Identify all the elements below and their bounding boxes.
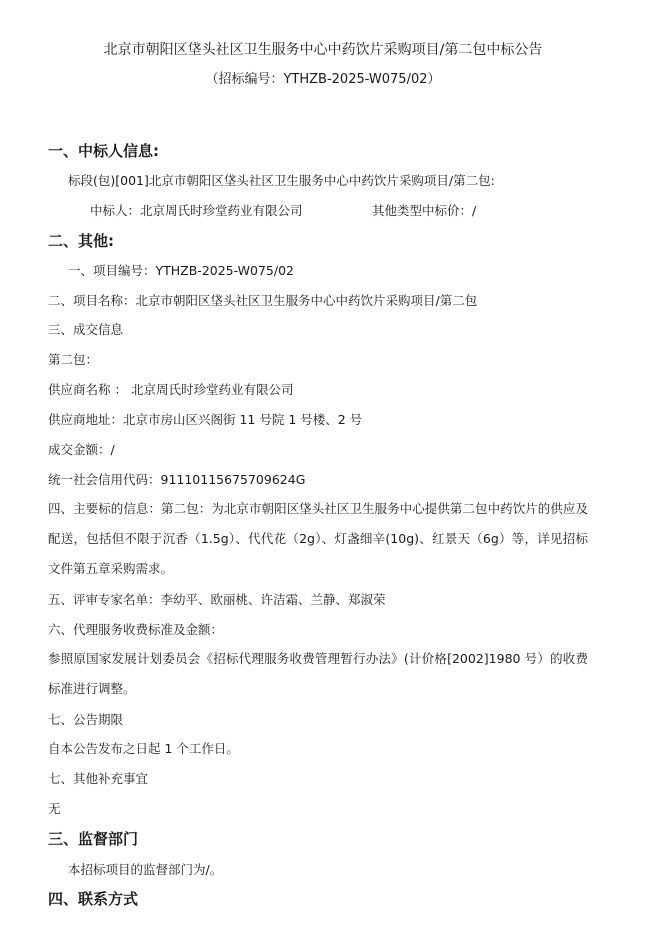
credit-code: 统一社会信用代码：91110115675709624G — [48, 472, 306, 487]
other-matters-heading: 七、其他补充事宜 — [48, 771, 149, 786]
deal-info-heading: 三、成交信息 — [48, 322, 124, 337]
tender-number: （招标编号：YTHZB-2025-W075/02） — [205, 72, 441, 87]
other-matters-text: 无 — [48, 801, 61, 816]
supplier-name: 供应商名称 ： 北京周氏时珍堂药业有限公司 — [48, 382, 294, 397]
expert-list: 五、评审专家名单：李幼平、欧丽桃、许洁霜、兰静、郑淑荣 — [48, 592, 386, 607]
fee-heading: 六、代理服务收费标准及金额： — [48, 622, 224, 637]
supervision-text: 本招标项目的监督部门为/。 — [68, 862, 223, 877]
section-other-heading: 二、其他: — [48, 232, 114, 250]
project-number: 一、项目编号：YTHZB-2025-W075/02 — [68, 263, 294, 278]
section-contact-heading: 四、联系方式 — [48, 890, 139, 908]
fee-description: 参照原国家发展计划委员会《招标代理服务收费管理暂行办法》(计价格[2002]1980 号）的收费标准进行调整。 — [48, 651, 588, 696]
section-winner-heading: 一、中标人信息: — [48, 142, 159, 160]
supplier-address: 供应商地址：北京市房山区兴阁街 11 号院 1 号楼、2 号 — [48, 412, 363, 427]
lot-description: 标段(包)[001]北京市朝阳区垡头社区卫生服务中心中药饮片采购项目/第二包: — [68, 173, 495, 188]
project-name: 二、项目名称：北京市朝阳区垡头社区卫生服务中心中药饮片采购项目/第二包 — [48, 293, 478, 308]
notice-period-heading: 七、公告期限 — [48, 712, 124, 727]
lot-two-label: 第二包： — [48, 352, 99, 367]
notice-period-text: 自本公告发布之日起 1 个工作日。 — [48, 741, 239, 756]
page-title: 北京市朝阳区垡头社区卫生服务中心中药饮片采购项目/第二包中标公告 — [103, 42, 543, 58]
main-subject-info: 四、主要标的信息：第二包：为北京市朝阳区垡头社区卫生服务中心提供第二包中药饮片的供应及配送，包括但不限于沉香（1.5g）、代代花（2g）、灯盏细辛(10g)、红景天（6g）等，详见招标文件第五章采购需求。 — [48, 501, 588, 576]
deal-amount: 成交金额：/ — [48, 442, 115, 457]
section-supervision-heading: 三、监督部门 — [48, 830, 139, 848]
winner-name: 中标人：北京周氏时珍堂药业有限公司 — [90, 203, 303, 218]
winning-price: 其他类型中标价：/ — [372, 203, 477, 218]
